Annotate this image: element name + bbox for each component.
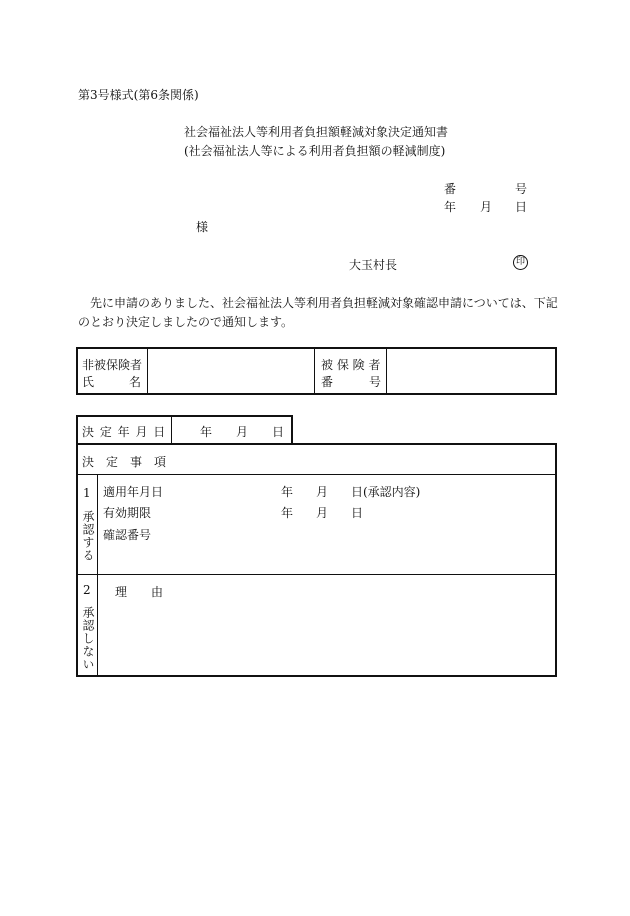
insured-number-label-2a: 番 — [321, 375, 334, 389]
approve-label: 承認する — [81, 510, 95, 562]
apply-date-month: 月 — [316, 485, 329, 499]
decision-date-year: 年 — [200, 425, 213, 439]
decision-date-label: 決 定 年 月 日 — [82, 425, 167, 439]
document-title: 社会福祉法人等利用者負担額軽減対象決定通知書 — [184, 125, 449, 139]
decision-date-day: 日 — [272, 425, 285, 439]
valid-until-label: 有効期限 — [103, 506, 152, 520]
insured-table — [76, 347, 557, 395]
body-text-line-2: のとおり決定しましたので通知します。 — [78, 315, 294, 329]
insured-name-label-2a: 氏 — [82, 375, 95, 389]
number-suffix: 号 — [515, 182, 528, 196]
insured-number-label: 被 保 険 者 — [321, 358, 381, 372]
form-label: 第3号様式(第6条関係) — [78, 88, 199, 102]
valid-until-month: 月 — [316, 506, 329, 520]
number-label: 番 — [444, 182, 457, 196]
apply-date-year: 年 — [281, 485, 294, 499]
apply-date-label: 適用年月日 — [103, 485, 164, 499]
seal-mark: 印 — [513, 255, 528, 270]
reject-label: 承認しない — [81, 606, 95, 671]
valid-until-year: 年 — [281, 506, 294, 520]
decision-matters-table — [76, 443, 557, 677]
issuer-name: 大玉村長 — [349, 258, 398, 272]
insured-name-label-2b: 名 — [129, 375, 142, 389]
apply-date-day: 日(承認内容) — [351, 485, 421, 499]
body-text-line-1: 先に申請のありました、社会福祉法人等利用者負担軽減対象確認申請については、下記 — [90, 296, 558, 310]
date-day: 日 — [515, 200, 528, 214]
document-subtitle: (社会福祉法人等による利用者負担額の軽減制度) — [184, 144, 446, 158]
insured-name-label: 非被保険者 — [82, 358, 143, 372]
reason-label: 理 由 — [115, 585, 164, 599]
valid-until-day: 日 — [351, 506, 364, 520]
insured-number-label-2b: 号 — [369, 375, 382, 389]
decision-date-month: 月 — [236, 425, 249, 439]
date-year: 年 — [444, 200, 457, 214]
approve-index: 1 — [83, 486, 91, 500]
addressee-suffix: 様 — [196, 220, 209, 234]
reject-index: 2 — [83, 583, 91, 597]
approval-number-label: 確認番号 — [103, 528, 152, 542]
decision-matters-label: 決 定 事 項 — [82, 455, 167, 469]
date-month: 月 — [480, 200, 493, 214]
